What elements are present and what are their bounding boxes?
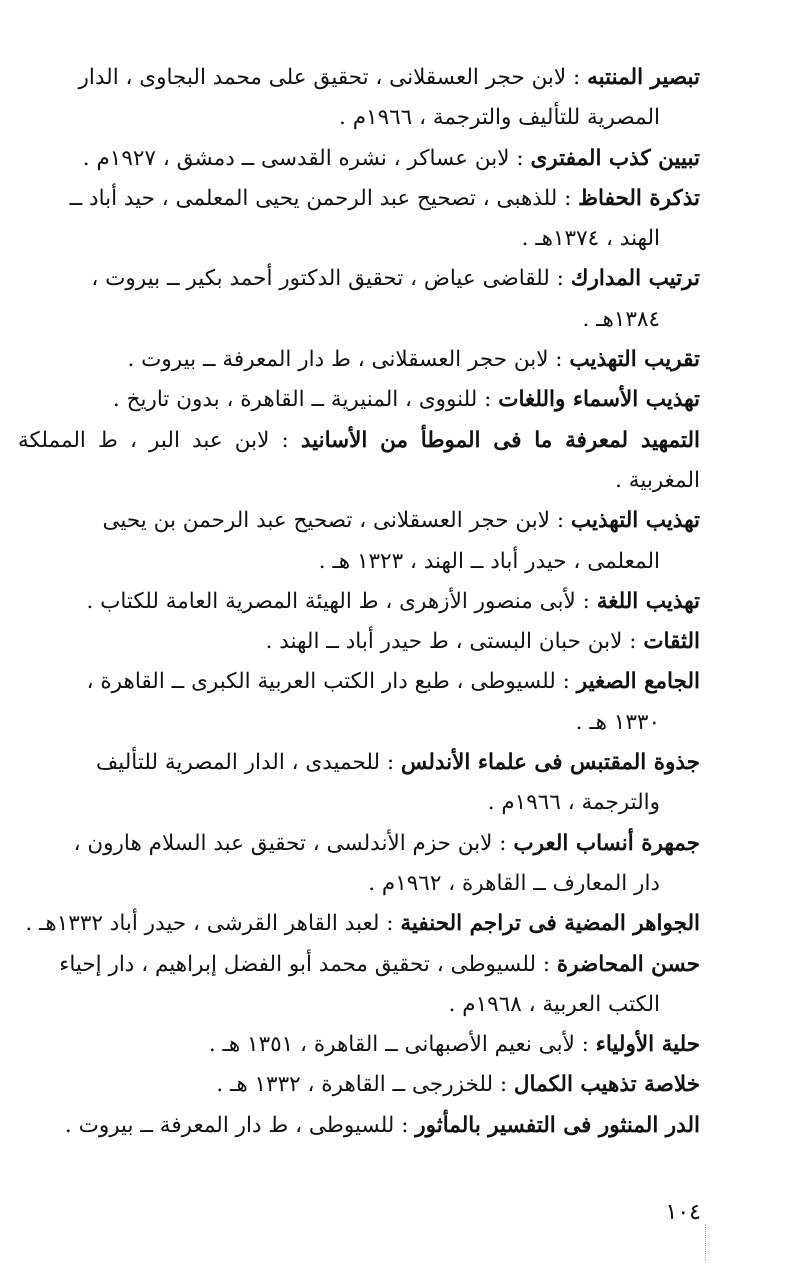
entry-title: تهذيب التهذيب: [570, 508, 700, 534]
entry-continuation: ١٣٨٤هـ .: [582, 306, 660, 332]
bib-entry: [18, 662, 700, 743]
entry-title: تذكرة الحفاظ: [578, 185, 700, 211]
bib-entry: [18, 1025, 700, 1065]
page-number: ١٠٤: [665, 1200, 701, 1225]
bib-entry: [18, 1065, 700, 1105]
bibliography-page: [18, 58, 700, 1146]
bib-entry: [18, 259, 700, 340]
bib-entry: [18, 139, 700, 179]
entry-details: : لابن عساكر ، نشره القدسى ــ دمشق ، ١٩٢٧م .: [82, 145, 531, 171]
entry-details: : للنووى ، المنيرية ــ القاهرة ، بدون تاريخ .: [112, 387, 499, 413]
entry-title: حلية الأولياء: [595, 1032, 700, 1058]
entry-title: الثقات: [643, 629, 700, 655]
entry-title: تهذيب الأسماء واللغات: [498, 387, 700, 413]
entry-details: : لابن حبان البستى ، ط حيدر أباد ــ الهند .: [265, 629, 644, 655]
entry-details: : لابن حزم الأندلسى ، تحقيق عبد السلام هارون ،: [73, 830, 514, 856]
bib-entry: [18, 582, 700, 622]
entry-continuation: المصرية للتأليف والترجمة ، ١٩٦٦م .: [339, 105, 660, 131]
page-edge-mark: [705, 1224, 707, 1260]
entry-details: : للسيوطى ، طبع دار الكتب العربية الكبرى ــ القاهرة ،: [86, 669, 577, 695]
entry-title: التمهيد لمعرفة ما فى الموطأ من الأسانيد: [300, 427, 700, 453]
bib-entry: [18, 421, 700, 502]
bib-entry: [18, 501, 700, 582]
entry-details: : لابن عبد البر ، ط المملكة المغربية .: [18, 427, 700, 493]
entry-details: : لابن حجر العسقلانى ، ط دار المعرفة ــ بيروت .: [127, 347, 570, 373]
bib-entry: [18, 622, 700, 662]
entry-title: حسن المحاضرة: [556, 951, 700, 977]
entry-details: : للسيوطى ، ط دار المعرفة ــ بيروت .: [64, 1112, 416, 1138]
entry-details: : للخزرجى ــ القاهرة ، ١٣٣٢ هـ .: [216, 1072, 514, 1098]
entry-continuation: دار المعارف ــ القاهرة ، ١٩٦٢م .: [368, 870, 660, 896]
bib-entry: [18, 945, 700, 1026]
entry-title: جمهرة أنساب العرب: [513, 830, 700, 856]
entry-details: : لأبى منصور الأزهرى ، ط الهيئة المصرية العامة للكتاب .: [86, 588, 597, 614]
entry-details: : لابن حجر العسقلانى ، تحقيق على محمد البجاوى ، الدار: [78, 65, 588, 90]
bib-entry: [18, 824, 700, 905]
entry-details: : لأبى نعيم الأصبهانى ــ القاهرة ، ١٣٥١ هـ .: [208, 1032, 596, 1058]
entry-title: ترتيب المدارك: [570, 266, 700, 292]
entry-title: تبيين كذب المفترى: [530, 145, 700, 171]
bib-entry: [18, 58, 700, 139]
entry-title: الجواهر المضية فى تراجم الحنفية: [400, 911, 700, 937]
entry-continuation: المعلمى ، حيدر أباد ــ الهند ، ١٣٢٣ هـ .: [318, 548, 660, 574]
bib-entry: [18, 743, 700, 824]
bib-entry: [18, 179, 700, 260]
bib-entry: [18, 904, 700, 944]
entry-title: تبصير المنتبه: [587, 65, 700, 90]
entry-details: : للسيوطى ، تحقيق محمد أبو الفضل إبراهيم ، دار إحياء: [59, 951, 557, 977]
entry-title: خلاصة تذهيب الكمال: [513, 1072, 700, 1098]
bib-entry: [18, 380, 700, 420]
entry-continuation: الكتب العربية ، ١٩٦٨م .: [448, 991, 660, 1017]
bib-entry: [18, 1106, 700, 1146]
entry-continuation: ١٣٣٠ هـ .: [575, 709, 660, 735]
entry-details: : للذهبى ، تصحيح عبد الرحمن يحيى المعلمى ، حيد أباد ــ: [69, 185, 579, 211]
entry-title: تهذيب اللغة: [596, 588, 700, 614]
entry-title: الدر المنثور فى التفسير بالمأثور: [415, 1112, 700, 1138]
entry-details: : لابن حجر العسقلانى ، تصحيح عبد الرحمن بن يحيى: [102, 508, 571, 534]
entry-continuation: الهند ، ١٣٧٤هـ .: [521, 226, 660, 252]
entry-title: جذوة المقتبس فى علماء الأندلس: [400, 750, 700, 776]
bib-entry: [18, 340, 700, 380]
entry-title: تقريب التهذيب: [569, 347, 700, 373]
entry-details: : لعبد القاهر القرشى ، حيدر أباد ١٣٣٢هـ .: [25, 911, 401, 937]
entry-details: : للقاضى عياض ، تحقيق الدكتور أحمد بكير ــ بيروت ،: [91, 266, 571, 292]
entry-continuation: والترجمة ، ١٩٦٦م .: [487, 790, 660, 816]
entry-title: الجامع الصغير: [576, 669, 700, 695]
entry-details: : للحميدى ، الدار المصرية للتأليف: [96, 750, 401, 776]
